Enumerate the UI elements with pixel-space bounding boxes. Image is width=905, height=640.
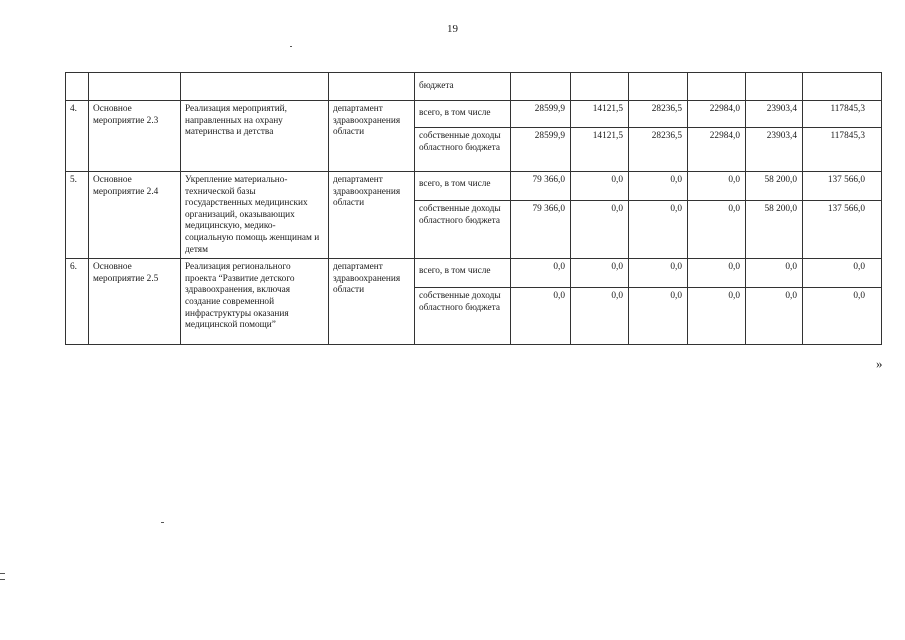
value-cell [511,73,571,101]
value-cell: 58 200,0 [746,201,803,259]
value-cell: 0,0 [629,288,688,345]
table-sections [66,101,882,345]
scan-mark [0,573,5,574]
row-number-cell [66,73,89,101]
value-cell [629,73,688,101]
value-cell: 58 200,0 [746,172,803,201]
value-cell: 0,0 [688,288,746,345]
scan-mark [0,579,5,580]
funding-source-cell: собственные доходы областного бюджета [415,128,511,172]
row-number-cell: 6. [66,259,89,345]
description-cell: Реализация мероприятий, направленных на охрану материнства и детства [181,101,329,172]
value-cell: 117845,3 [803,128,882,172]
row-number-cell: 5. [66,172,89,259]
value-cell: 28236,5 [629,128,688,172]
value-cell: 0,0 [803,259,882,288]
value-cell [571,73,629,101]
value-cell [803,73,882,101]
funding-source-cell: бюджета [415,73,511,101]
value-cell: 137 566,0 [803,172,882,201]
executor-cell [329,73,415,101]
table-row [66,101,882,128]
value-cell: 0,0 [571,172,629,201]
value-cell: 117845,3 [803,101,882,128]
measure-name-cell: Основное мероприятие 2.4 [89,172,181,259]
value-cell: 22984,0 [688,101,746,128]
value-cell: 23903,4 [746,101,803,128]
value-cell: 0,0 [688,172,746,201]
funding-source-cell: собственные доходы областного бюджета [415,288,511,345]
executor-cell: департамент здравоохранения области [329,259,415,345]
measure-name-cell [89,73,181,101]
value-cell: 0,0 [746,259,803,288]
value-cell [688,73,746,101]
value-cell: 23903,4 [746,128,803,172]
value-cell: 0,0 [629,201,688,259]
budget-table [65,72,882,345]
value-cell: 0,0 [571,259,629,288]
value-cell: 22984,0 [688,128,746,172]
description-cell [181,73,329,101]
scan-mark [290,46,292,47]
value-cell: 0,0 [746,288,803,345]
executor-cell: департамент здравоохранения области [329,172,415,259]
funding-source-cell: всего, в том числе [415,259,511,288]
executor-cell: департамент здравоохранения области [329,101,415,172]
description-cell: Укрепление материально-технической базы государственных медицинских организаций, оказывающих медицинскую, медико-социальную помощь женщинам и детям [181,172,329,259]
value-cell: 0,0 [511,288,571,345]
funding-source-cell: всего, в том числе [415,172,511,201]
measure-name-cell: Основное мероприятие 2.3 [89,101,181,172]
measure-name-cell: Основное мероприятие 2.5 [89,259,181,345]
continuation-row [66,73,882,101]
value-cell: 79 366,0 [511,172,571,201]
value-cell: 79 366,0 [511,201,571,259]
value-cell: 0,0 [571,288,629,345]
value-cell: 0,0 [803,288,882,345]
value-cell: 137 566,0 [803,201,882,259]
value-cell: 14121,5 [571,128,629,172]
value-cell: 14121,5 [571,101,629,128]
value-cell: 28236,5 [629,101,688,128]
table-row [66,259,882,288]
value-cell: 0,0 [571,201,629,259]
row-number-cell: 4. [66,101,89,172]
value-cell: 0,0 [629,172,688,201]
table-row [66,172,882,201]
page-number: 19 [447,23,458,35]
value-cell [746,73,803,101]
funding-source-cell: всего, в том числе [415,101,511,128]
value-cell: 0,0 [511,259,571,288]
value-cell: 0,0 [688,259,746,288]
closing-quote: » [876,356,883,371]
description-cell: Реализация регионального проекта “Развитие детского здравоохранения, включая создание современной инфраструктуры оказания медицинской помощи” [181,259,329,345]
value-cell: 28599,9 [511,101,571,128]
scan-mark [161,522,164,523]
value-cell: 0,0 [629,259,688,288]
value-cell: 28599,9 [511,128,571,172]
value-cell: 0,0 [688,201,746,259]
funding-source-cell: собственные доходы областного бюджета [415,201,511,259]
